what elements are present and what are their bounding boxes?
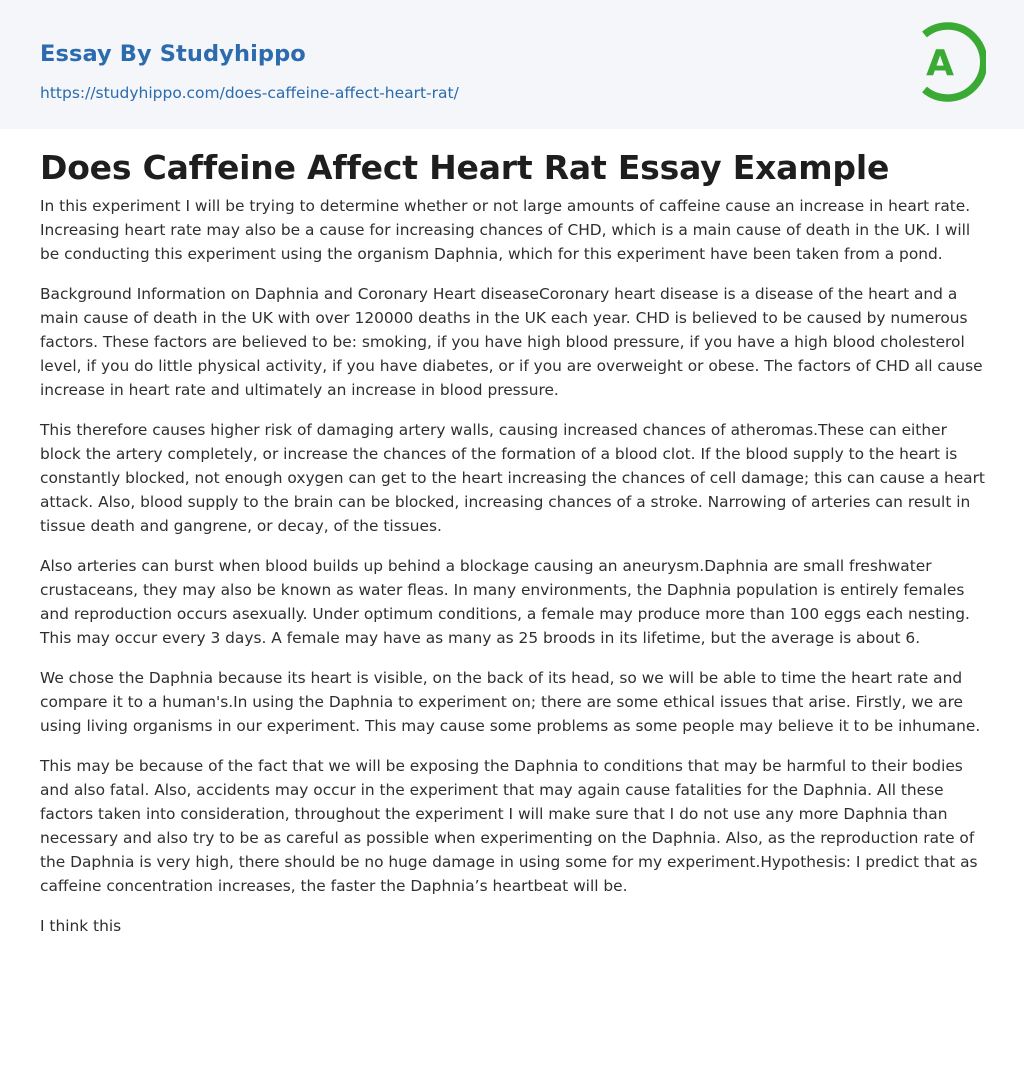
paragraph: This may be because of the fact that we will be exposing the Daphnia to conditions that may be harmful to their bodies and also fatal. Also, accidents may occur in the experiment that may again cause fatalities for the Daphnia. All these factors taken into consideration, throughout the experiment I will make sure that I do not use any more Daphnia than necessary and also try to be as careful as possible when experimenting on the Daphnia. Also, as the reproduction rate of the Daphnia is very high, there should be no huge damage in using some for my experiment.Hypothesis: I predict that as caffeine concentration increases, the faster the Daphnia’s heartbeat will be. [40,757,978,895]
article-body [40,194,990,938]
site-brand[interactable]: Essay By Studyhippo [40,41,306,67]
paragraph: Background Information on Daphnia and Coronary Heart diseaseCoronary heart disease is a disease of the heart and a main cause of death in the UK with over 120000 deaths in the UK each year. CHD is believed to be caused by numerous factors. These factors are believed to be: smoking, if you have high blood pressure, if you have a high blood cholesterol level, if you do little physical activity, if you have diabetes, or if you are overweight or obese. The factors of CHD all cause increase in heart rate and ultimately an increase in blood pressure. [40,285,983,399]
article-title: Does Caffeine Affect Heart Rat Essay Example [40,148,890,187]
page-url-link[interactable]: https://studyhippo.com/does-caffeine-affect-heart-rat/ [40,84,459,102]
article [40,143,990,954]
studyhippo-logo-icon[interactable] [912,18,986,106]
paragraph: This therefore causes higher risk of damaging artery walls, causing increased chances of atheromas.These can either block the artery completely, or increase the chances of the formation of a blood clot. If the blood supply to the heart is constantly blocked, not enough oxygen can get to the heart increasing the chances of cell damage; this can cause a heart attack. Also, blood supply to the brain can be blocked, increasing chances of a stroke. Narrowing of arteries can result in tissue death and gangrene, or decay, of the tissues. [40,421,985,535]
site-header [0,0,1024,129]
paragraph: I think this [40,917,122,935]
paragraph: In this experiment I will be trying to determine whether or not large amounts of caffeine cause an increase in heart rate. Increasing heart rate may also be a cause for increasing chances of CHD, which is a main cause of death in the UK. I will be conducting this experiment using the organism Daphnia, which for this experiment have been taken from a pond. [40,197,971,263]
logo-letter: A [926,43,954,84]
paragraph: Also arteries can burst when blood builds up behind a blockage causing an aneurysm.Daphnia are small freshwater crustaceans, they may also be known as water fleas. In many environments, the Daphnia population is entirely females and reproduction occurs asexually. Under optimum conditions, a female may produce more than 100 eggs each nesting. This may occur every 3 days. A female may have as many as 25 broods in its lifetime, but the average is about 6. [40,557,970,647]
paragraph: We chose the Daphnia because its heart is visible, on the back of its head, so we will be able to time the heart rate and compare it to a human's.In using the Daphnia to experiment on; there are some ethical issues that arise. Firstly, we are using living organisms in our experiment. This may cause some problems as some people may believe it to be inhumane. [40,669,981,735]
